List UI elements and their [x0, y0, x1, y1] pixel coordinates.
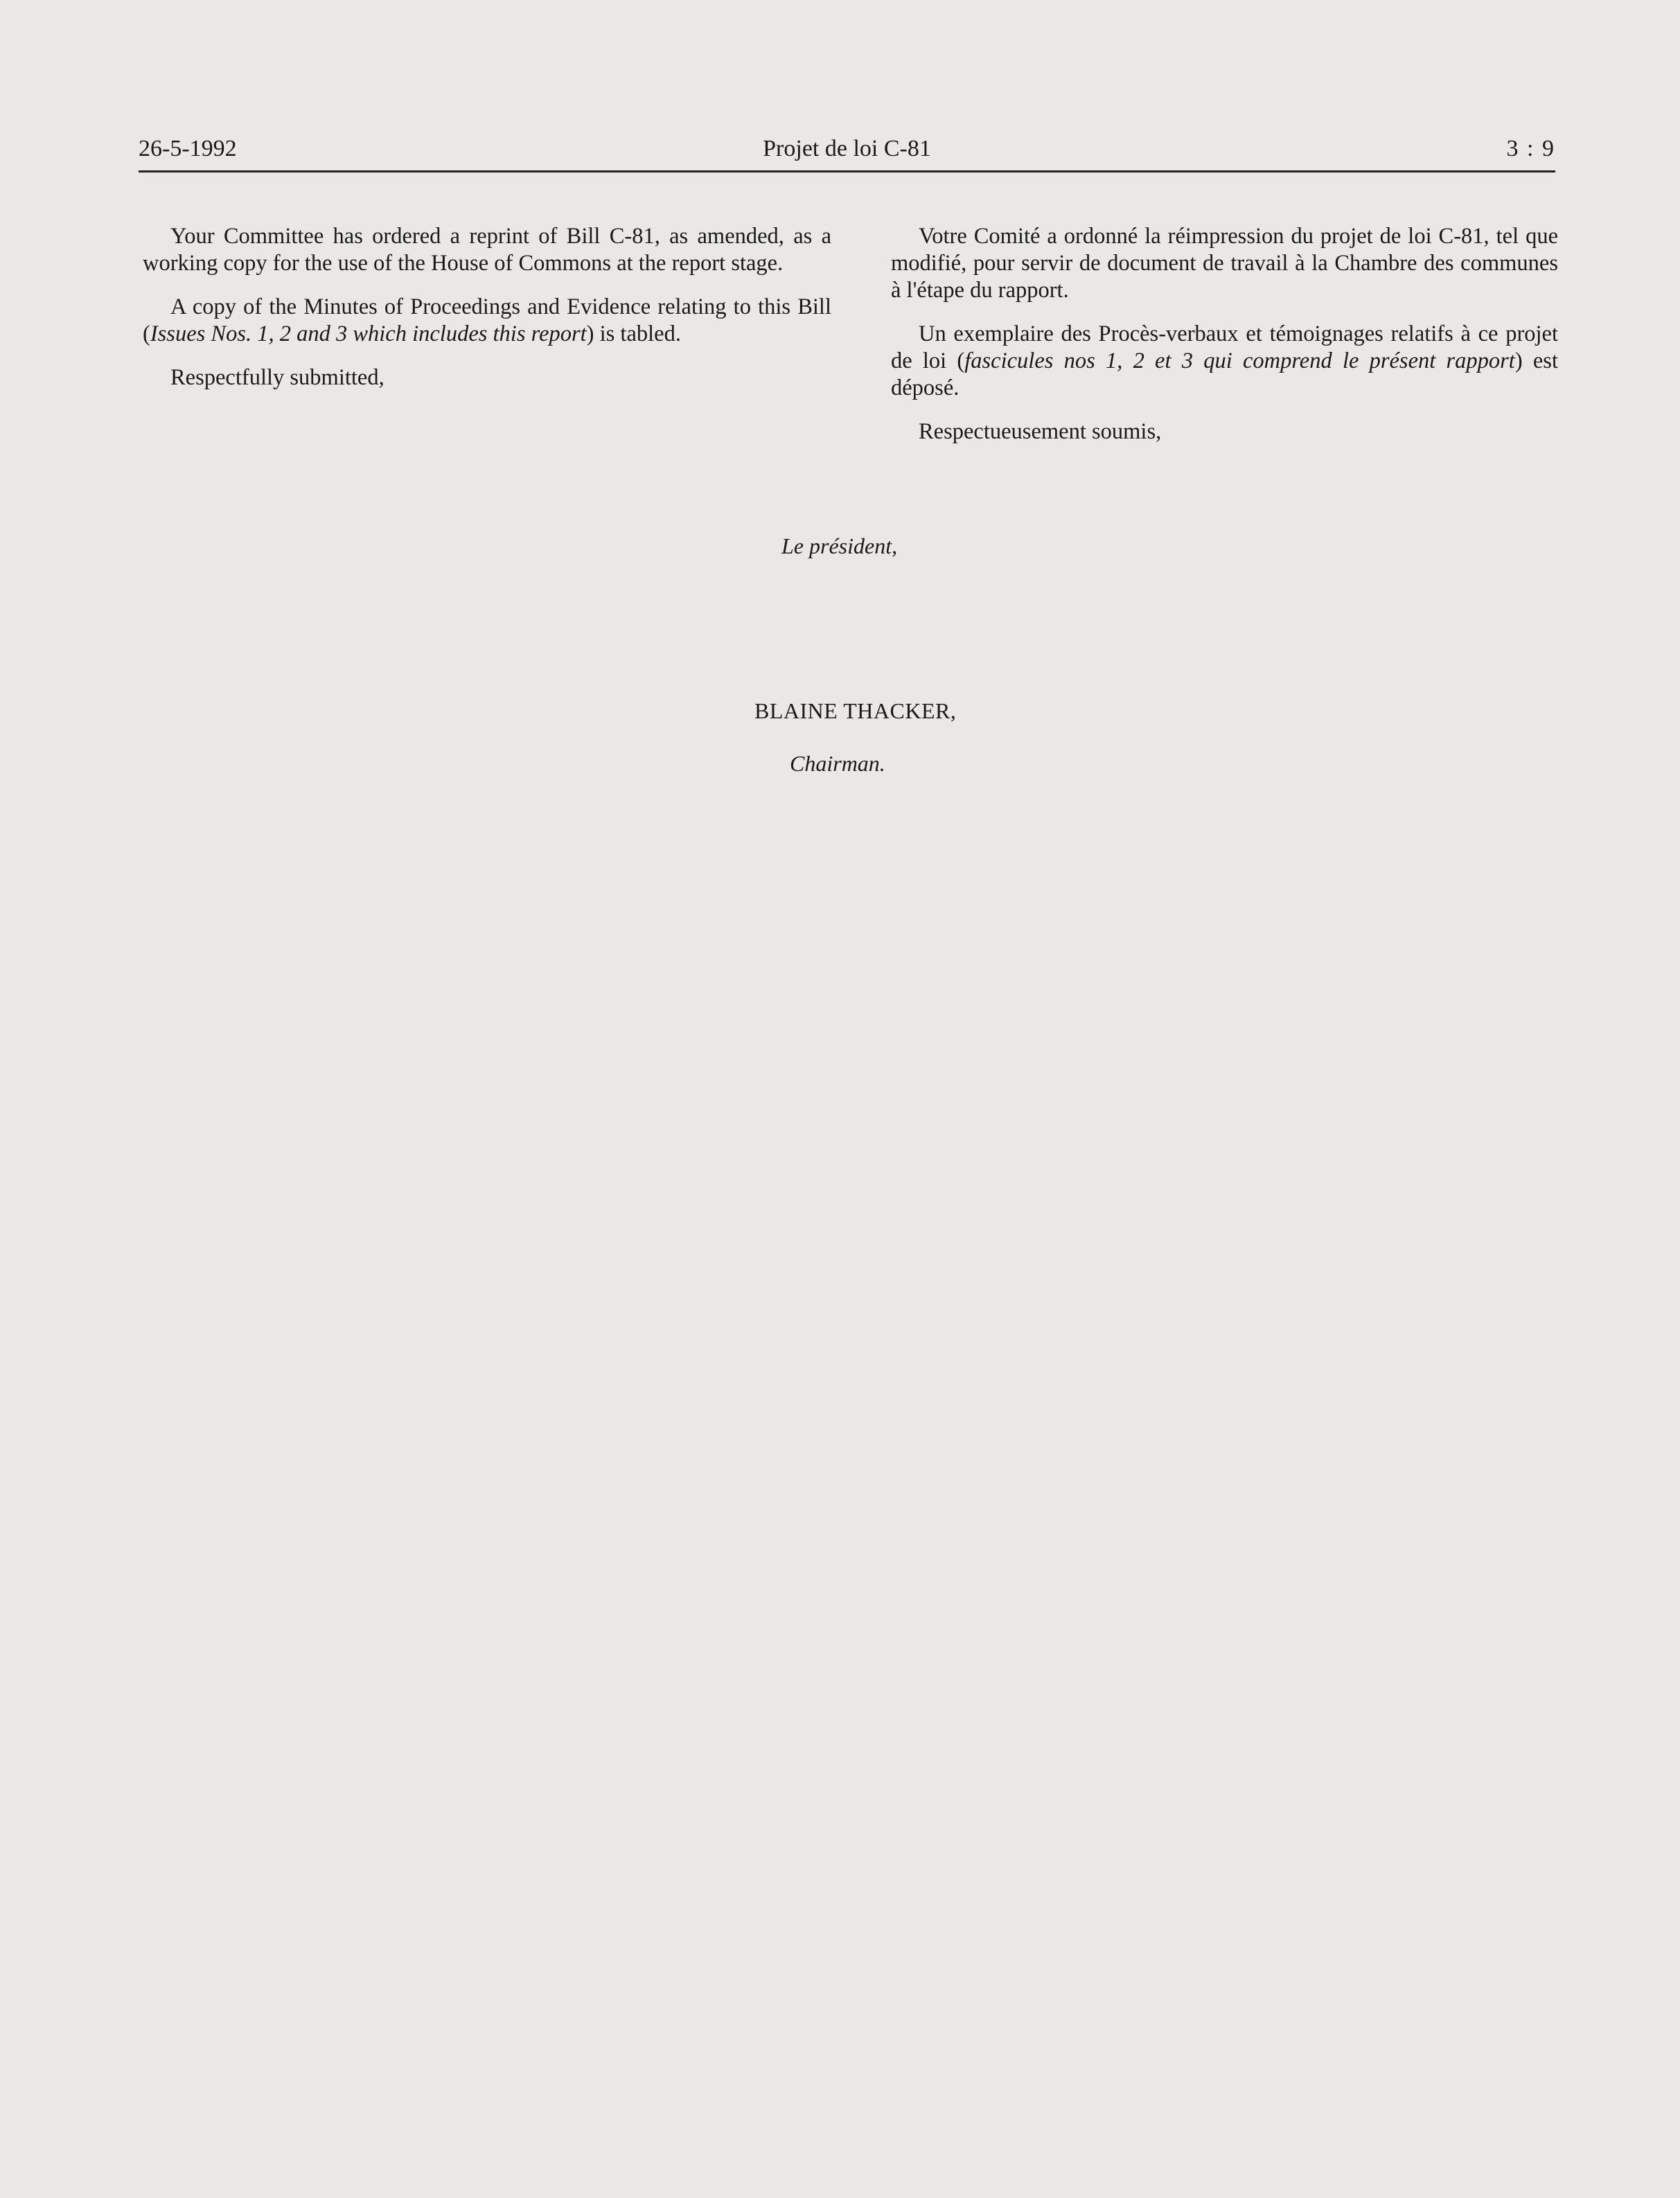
- english-paragraph-2: A copy of the Minutes of Proceedings and Evidence relating to this Bill (Issues Nos. 1, 2 and 3 which includes this report) is tabled.: [143, 294, 831, 346]
- french-paragraph-2: Un exemplaire des Procès-verbaux et témoignages relatifs à ce projet de loi (fascicules nos 1, 2 et 3 qui comprend le présent rapport) est déposé.: [891, 321, 1558, 400]
- english-paragraph-1: Your Committee has ordered a reprint of Bill C-81, as amended, as a working copy for the use of the House of Commons at the report stage.: [143, 224, 831, 276]
- french-column: [891, 223, 1558, 462]
- page-header: [139, 136, 1555, 170]
- header-page-number: 3 : 9: [1506, 136, 1555, 161]
- header-rule: [139, 170, 1555, 172]
- chairman-label: Chairman.: [790, 751, 885, 776]
- french-closing: Respectueusement soumis,: [919, 419, 1162, 444]
- french-paragraph-1: Votre Comité a ordonné la réimpression du projet de loi C-81, tel que modifié, pour servir de document de travail à la Chambre des communes à l'étape du rapport.: [891, 224, 1558, 303]
- header-title: Projet de loi C-81: [763, 136, 931, 161]
- english-column: [143, 223, 831, 408]
- president-label: Le président,: [781, 533, 898, 558]
- signatory-name: BLAINE THACKER,: [754, 698, 957, 723]
- header-date: 26-5-1992: [139, 136, 237, 161]
- english-closing: Respectfully submitted,: [170, 365, 384, 390]
